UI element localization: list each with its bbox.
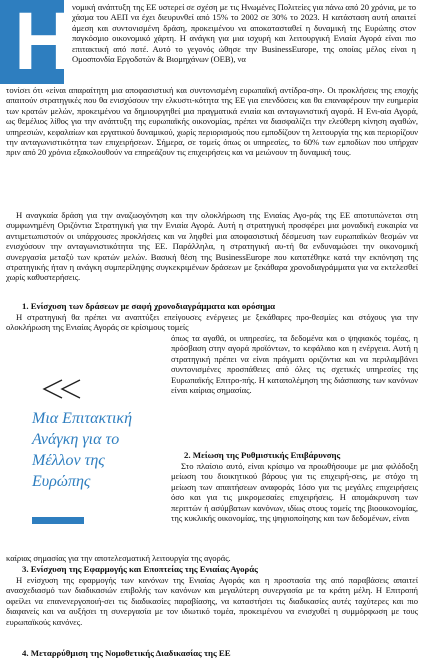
section-1-column: όπως τα αγαθά, οι υπηρεσίες, τα δεδομένα και ο ψηφιακός τομέας, η πρόσβαση στην αγορά προϊόντων, το κεφάλαιο και η ενέργεια. Αυτή η στρατηγική πρέπει να είναι πράγματι οριζόντια και να περιλαμβάνει συντονισμένες προσπάθειες από όλες τις σχετικές υπηρεσίες της Ευρωπαϊκής Επιτρο-πής. Η καταπολέμηση της διάσπασης των κανόνων είναι καίριας σημασίας. [171,333,418,396]
section-3-text [6,575,418,627]
intro-lines: νομική ανάπτυξη της ΕΕ υστερεί σε σχέση με τις Ηνωμένες Πολιτείες για πάνω από 20 χρόνια, με το χάσμα του ΑΕΠ να έχει διευρυνθεί από 15% το 2002 σε 30% το 2023. Η κατάσταση αυτή απαιτεί άμεση και συντονισμένη δράση, προκειμένου να αποκατασταθεί η δυναμική της Ευρώπης στον παγκόσμιο οικονομικό χάρτη. Η ανάγκη για μια ισχυρή και λειτουργική Ενιαία Αγορά είναι πιο επιτακτική από ποτέ. Αυτό το γεγονός ώθησε την BusinessEurope, της οποίας μέλος είναι η Ομοσπονδία Εργοδοτών & Βιομηχάνων (ΟΕΒ), να [72,2,416,65]
paragraph-2: Η αναγκαία δράση για την αναζωογόνηση και την ολοκλήρωση της Ενιαίας Αγο-ράς της ΕΕ αποτυπώνεται στη συμφωνημένη Οριζόντια Στρατηγική για την Ενιαία Αγορά. Αυτή η στρατηγική προσφέρει μια μοναδική ευκαιρία να αντιμετωπιστούν οι υπάρχουσες προκλήσεις και να ληφθεί μια αποφασιστική δέσμευση των ευρωπαϊκών θεσμών να ενισχύσουν την ανταγωνιστικότητα της ΕΕ. Παράλληλα, η στρατηγική αυ-τή θα ενδυναμώσει την οικονομική συνεργασία μεταξύ των κρατών μελών. Βασική θέση της BusinessEurope που κατατέθηκε κατά την εκπόνηση της στρατηγικής ήταν η ανάγκη συμπερίληψης συγκεκριμένων δράσεων με ξεκάθαρα χρονοδιαγράμματα για να εκτελεσθεί χωρίς καθυστερήσεις. [6,210,418,283]
drop-cap-letter: Η [14,0,74,87]
pull-quote: Μια Επιτακτική Ανάγκη για το Μέλλον της Ευρώπης [32,410,132,490]
section-heading-4: 4. Μεταρρύθμιση της Νομοθετικής Διαδικασίας της ΕΕ [22,648,231,658]
pull-quote-rule [32,517,84,524]
intro-rest: τονίσει ότι «είναι απαραίτητη μια αποφασιστική και συντονισμένη ευρωπαϊκή αντίδρα-ση». Οι προκλήσεις της εποχής απαιτούν στρατηγικές που θα ενισχύσουν την ελκυστι-κότητα της ΕΕ για επενδύσεις και θα επαναφέρουν την ευημερία των κρατών μελών, προκειμένου να δημιουργηθεί μια πραγματικά ενιαία και ανταγωνιστική αγορά. Η Ενι-αία Αγορά, ως θεμέλιος λίθος για την ανάπτυξη της ευρωπαϊκής οικονομίας, πρέπει να διασφαλίζει την ελεύθερη κίνηση αγαθών, υπηρεσιών, κεφαλαίων και εργατικού δυναμικού, χωρίς περιορισμούς που εμποδίζουν τη λειτουργία της και περιορίζουν την ανταγωνιστικότητα των επιχειρήσεων. Σήμερα, σε τομείς όπως οι υπηρεσίες, το 60% των εμποδίων που υπήρχαν πριν από 20 χρόνια εξακολουθούν να επηρεάζουν τις επιχειρήσεις και να μειώνουν τη δυναμική τους. [6,85,418,158]
section-2-narrow: Στο πλαίσιο αυτό, είναι κρίσιμο να προωθήσουμε με μια φιλόδοξη μείωση του διοικητικού βάρους για τις επιχειρή-σεις, με στόχο τη μείωση των απαιτήσεων αναφοράς 1όσο για τις μεγάλες επιχειρήσεις όσο και για τις μικρομεσαίες επιχειρήσεις. Η απομάκρυνση των περιττών ή ασύμβατων κανόνων, ιδίως στους τομείς της βιοοικονομίας, της κυκλικής οικονομίας, της ψηφιοποίησης και των δεδομένων, είναι [171,461,418,524]
section-1-full-width: Η στρατηγική θα πρέπει να αναπτύξει επείγουσες ενέργειες με ξεκάθαρες προ-θεσμίες και στόχους για την ολοκλήρωση της Ενιαίας Αγοράς σε κρίσιμους τομείς [6,312,418,333]
section-3-paragraph: Η ενίσχυση της εφαρμογής των κανόνων της Ενιαίας Αγοράς και η προστασία της από παραβάσεις απαιτεί ανασχεδιασμό των διαδικασιών επιβολής των κανόνων και μεγαλύτερη συνεργασία με τα κράτη μέλη. Η Επιτροπή οφείλει να επανενεργοποιή-σει τις διαδικασίες παραβίασης, να καταστήσει τις διαδικασίες αυτές ταχύτερες και πιο διαφανείς και να αυξήσει τη συνεργασία με τον ιδιωτικό τομέα, προκειμένου να ενισχυθεί η συμμόρφωση με τους ευρωπαϊκούς κανόνες. [6,575,418,627]
section-2-column [171,461,418,523]
section-heading-2: 2. Μείωση της Ρυθμιστικής Επιβάρυνσης [184,450,341,460]
section-1-text [6,312,418,333]
body-paragraph [6,210,418,283]
section-2-full-width: καίριας σημασίας για την αποτελεσματική λειτουργία της αγοράς. [6,553,231,563]
quote-marks-icon [40,378,90,400]
section-heading-1: 1. Ενίσχυση των δράσεων με σαφή χρονοδιαγράμματα και ορόσημα [22,301,276,311]
section-heading-3: 3. Ενίσχυση της Εφαρμογής και Εποπτείας της Ενιαίας Αγοράς [22,564,258,574]
